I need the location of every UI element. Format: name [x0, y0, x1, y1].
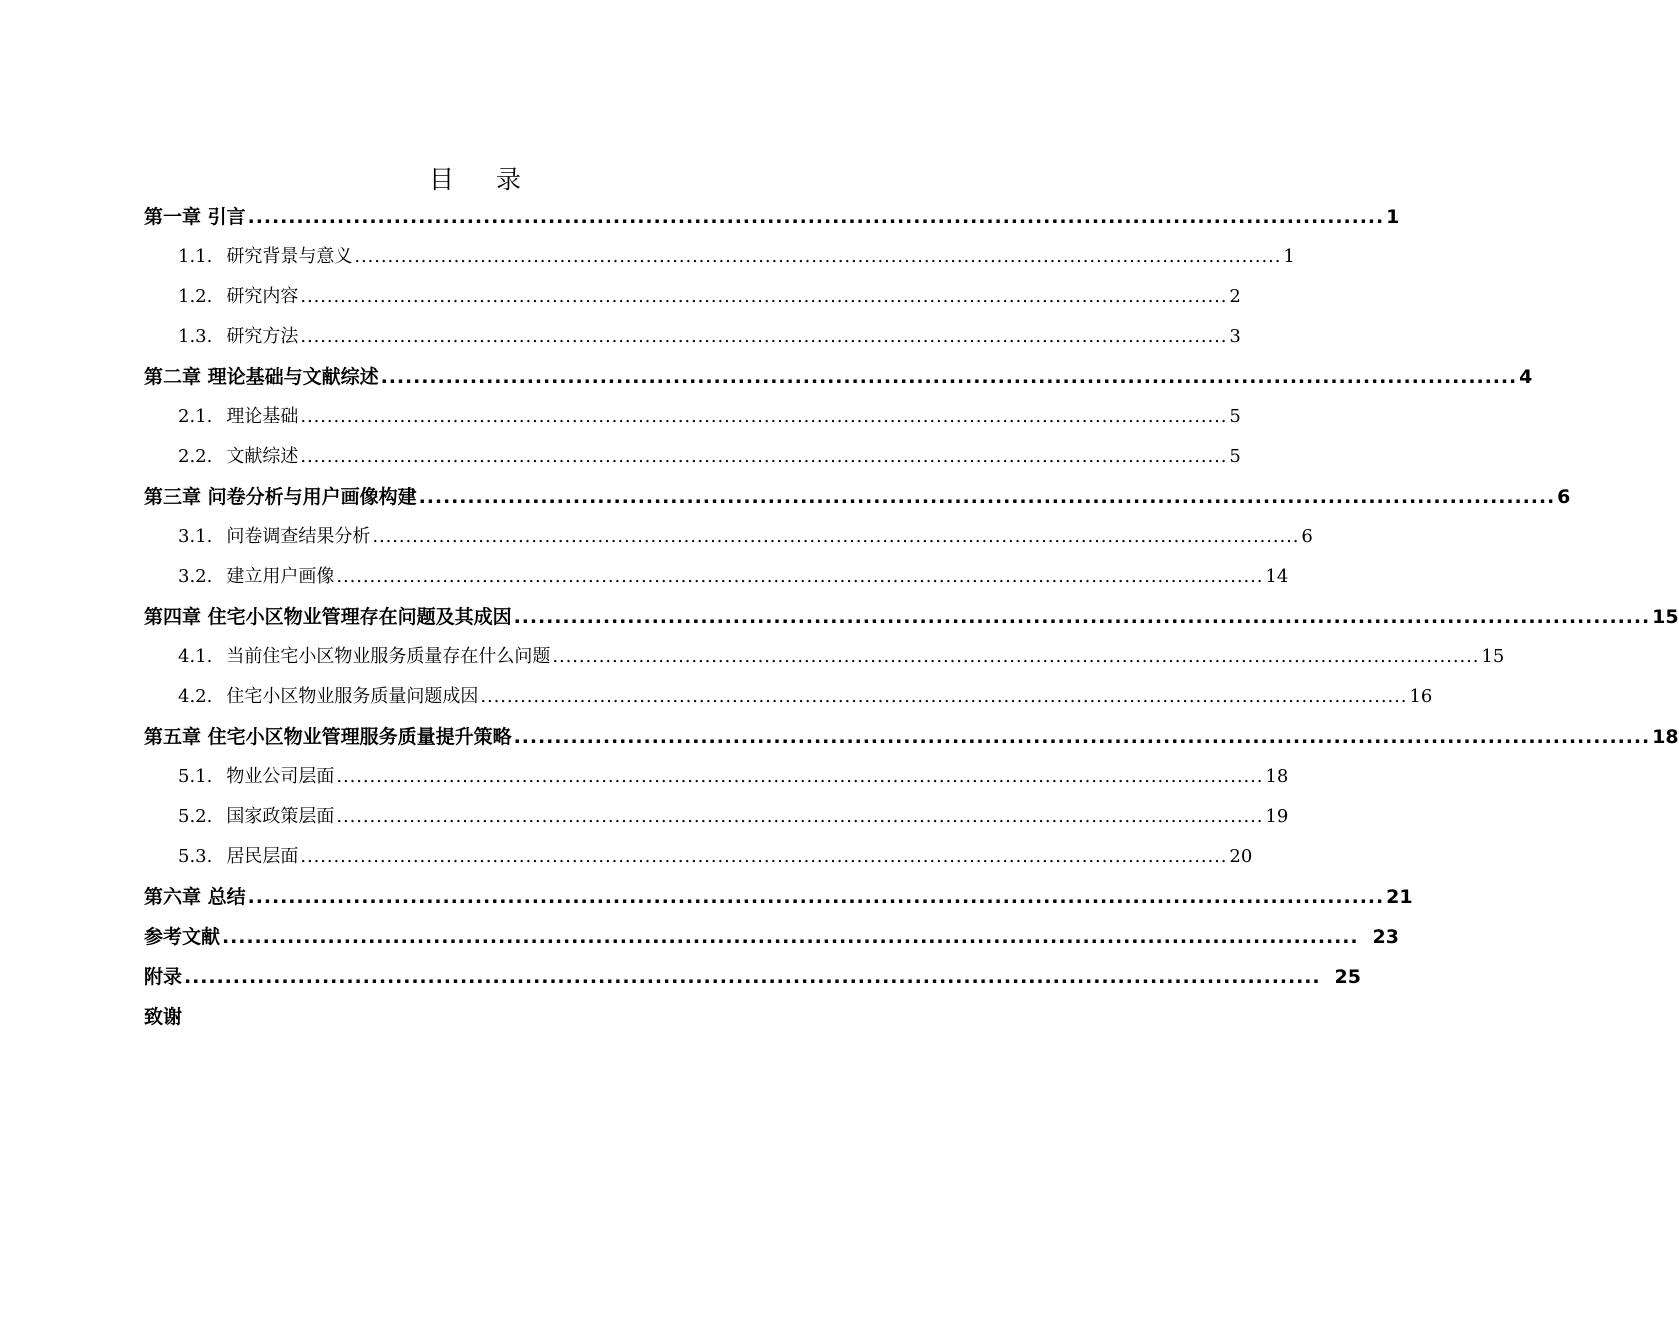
toc-entry-section[interactable]: [144, 757, 1289, 797]
toc-entry-page: 25: [1334, 966, 1361, 988]
toc-entry-number: 4.1.: [178, 646, 213, 667]
toc-entry-label: 理论基础: [226, 406, 299, 427]
toc-entry-page: 5: [1229, 446, 1241, 467]
toc-entry-page: 15: [1481, 646, 1505, 667]
toc-entry-number: 5.2.: [178, 806, 213, 827]
toc-entry-chapter[interactable]: [144, 477, 1571, 517]
toc-entry-number: 3.2.: [178, 566, 213, 587]
toc-list: [144, 197, 1679, 1037]
toc-entry-number: 5.1.: [178, 766, 213, 787]
toc-entry-section[interactable]: [144, 557, 1289, 597]
toc-entry-page: 6: [1557, 486, 1571, 508]
toc-dot-leader: ............................................................................................................................................: [336, 766, 1264, 787]
toc-entry-label: 第五章 住宅小区物业管理服务质量提升策略: [144, 726, 512, 748]
toc-entry-label: 研究内容: [226, 286, 299, 307]
toc-entry-page: 1: [1283, 246, 1295, 267]
toc-entry-page: 21: [1386, 886, 1413, 908]
toc-dot-leader: ............................................................................................................................................: [247, 886, 1385, 908]
toc-dot-leader: ............................................................................................................................................: [418, 486, 1556, 508]
toc-entry-chapter[interactable]: [144, 997, 838, 1037]
toc-entry-page: 18: [1652, 726, 1679, 748]
toc-entry-page: 23: [1372, 926, 1399, 948]
toc-entry-label: 第六章 总结: [144, 886, 246, 908]
toc-dot-leader: ............................................................................................................................................: [222, 926, 1359, 948]
toc-entry-label: 参考文献: [144, 926, 221, 948]
toc-dot-leader: ............................................................................................................................................: [513, 606, 1651, 628]
toc-entry-page: 4: [1519, 366, 1533, 388]
toc-entry-chapter[interactable]: [144, 917, 1399, 957]
toc-entry-page: 1: [1386, 206, 1400, 228]
toc-entry-label: 研究方法: [226, 326, 299, 347]
toc-entry-section[interactable]: [144, 517, 1313, 557]
toc-entry-chapter[interactable]: [144, 597, 1679, 637]
toc-entry-page: 20: [1229, 846, 1253, 867]
toc-dot-leader: ............................................................................................................................................: [336, 806, 1264, 827]
toc-dot-leader: ............................................................................................................................................: [300, 846, 1228, 867]
toc-entry-number: 3.1.: [178, 526, 213, 547]
toc-entry-chapter[interactable]: [144, 957, 1361, 997]
toc-entry-page: 14: [1265, 566, 1289, 587]
toc-entry-label: 第四章 住宅小区物业管理存在问题及其成因: [144, 606, 512, 628]
toc-entry-page: 16: [1409, 686, 1433, 707]
toc-entry-chapter[interactable]: [144, 877, 1413, 917]
toc-entry-label: 居民层面: [226, 846, 299, 867]
toc-entry-page: 15: [1652, 606, 1679, 628]
toc-dot-leader: ............................................................................................................................................: [300, 326, 1228, 347]
toc-entry-section[interactable]: [144, 397, 1241, 437]
toc-entry-section[interactable]: [144, 797, 1289, 837]
toc-entry-label: 第二章 理论基础与文献综述: [144, 366, 379, 388]
toc-entry-number: 4.2.: [178, 686, 213, 707]
toc-entry-number: 1.1.: [178, 246, 213, 267]
toc-dot-leader: ............................................................................................................................................: [184, 966, 1321, 988]
toc-title: [0, 160, 950, 196]
toc-entry-page: 18: [1265, 766, 1289, 787]
toc-entry-section[interactable]: [144, 277, 1241, 317]
toc-title-left: 目: [428, 165, 454, 194]
toc-entry-page: 19: [1265, 806, 1289, 827]
toc-entry-number: 2.2.: [178, 446, 213, 467]
toc-entry-number: 1.2.: [178, 286, 213, 307]
toc-dot-leader: ............................................................................................................................................: [513, 726, 1651, 748]
toc-entry-label: 建立用户画像: [226, 566, 335, 587]
toc-entry-page: 6: [1301, 526, 1313, 547]
toc-entry-label: 国家政策层面: [226, 806, 335, 827]
toc-entry-number: 1.3.: [178, 326, 213, 347]
toc-entry-chapter[interactable]: [144, 717, 1679, 757]
toc-entry-label: 第一章 引言: [144, 206, 246, 228]
toc-dot-leader: ............................................................................................................................................: [552, 646, 1480, 667]
toc-dot-leader: ............................................................................................................................................: [300, 406, 1228, 427]
toc-entry-section[interactable]: [144, 437, 1241, 477]
toc-dot-leader: ............................................................................................................................................: [354, 246, 1282, 267]
toc-entry-label: 物业公司层面: [226, 766, 335, 787]
toc-dot-leader: ............................................................................................................................................: [300, 446, 1228, 467]
toc-entry-page: 3: [1229, 326, 1241, 347]
toc-entry-label: 当前住宅小区物业服务质量存在什么问题: [226, 646, 551, 667]
toc-dot-leader: ............................................................................................................................................: [247, 206, 1385, 228]
toc-entry-section[interactable]: [144, 237, 1295, 277]
toc-entry-label: 住宅小区物业服务质量问题成因: [226, 686, 479, 707]
toc-entry-chapter[interactable]: [144, 357, 1533, 397]
toc-entry-label: 致谢: [144, 1006, 183, 1028]
toc-entry-number: 2.1.: [178, 406, 213, 427]
toc-entry-label: 研究背景与意义: [226, 246, 353, 267]
toc-entry-section[interactable]: [144, 837, 1253, 877]
toc-entry-section[interactable]: [144, 677, 1433, 717]
toc-title-right: 录: [496, 165, 522, 194]
toc-dot-leader: ............................................................................................................................................: [380, 366, 1518, 388]
toc-entry-number: 5.3.: [178, 846, 213, 867]
toc-dot-leader: ............................................................................................................................................: [336, 566, 1264, 587]
toc-entry-label: 附录: [144, 966, 183, 988]
toc-entry-label: 问卷调查结果分析: [226, 526, 371, 547]
toc-dot-leader: ............................................................................................................................................: [372, 526, 1300, 547]
toc-entry-label: 第三章 问卷分析与用户画像构建: [144, 486, 417, 508]
toc-entry-section[interactable]: [144, 317, 1241, 357]
toc-dot-leader: ............................................................................................................................................: [480, 686, 1408, 707]
toc-entry-section[interactable]: [144, 637, 1505, 677]
toc-entry-page: 2: [1229, 286, 1241, 307]
toc-entry-label: 文献综述: [226, 446, 299, 467]
toc-entry-page: 5: [1229, 406, 1241, 427]
toc-dot-leader: ............................................................................................................................................: [300, 286, 1228, 307]
toc-entry-chapter[interactable]: [144, 197, 1400, 237]
